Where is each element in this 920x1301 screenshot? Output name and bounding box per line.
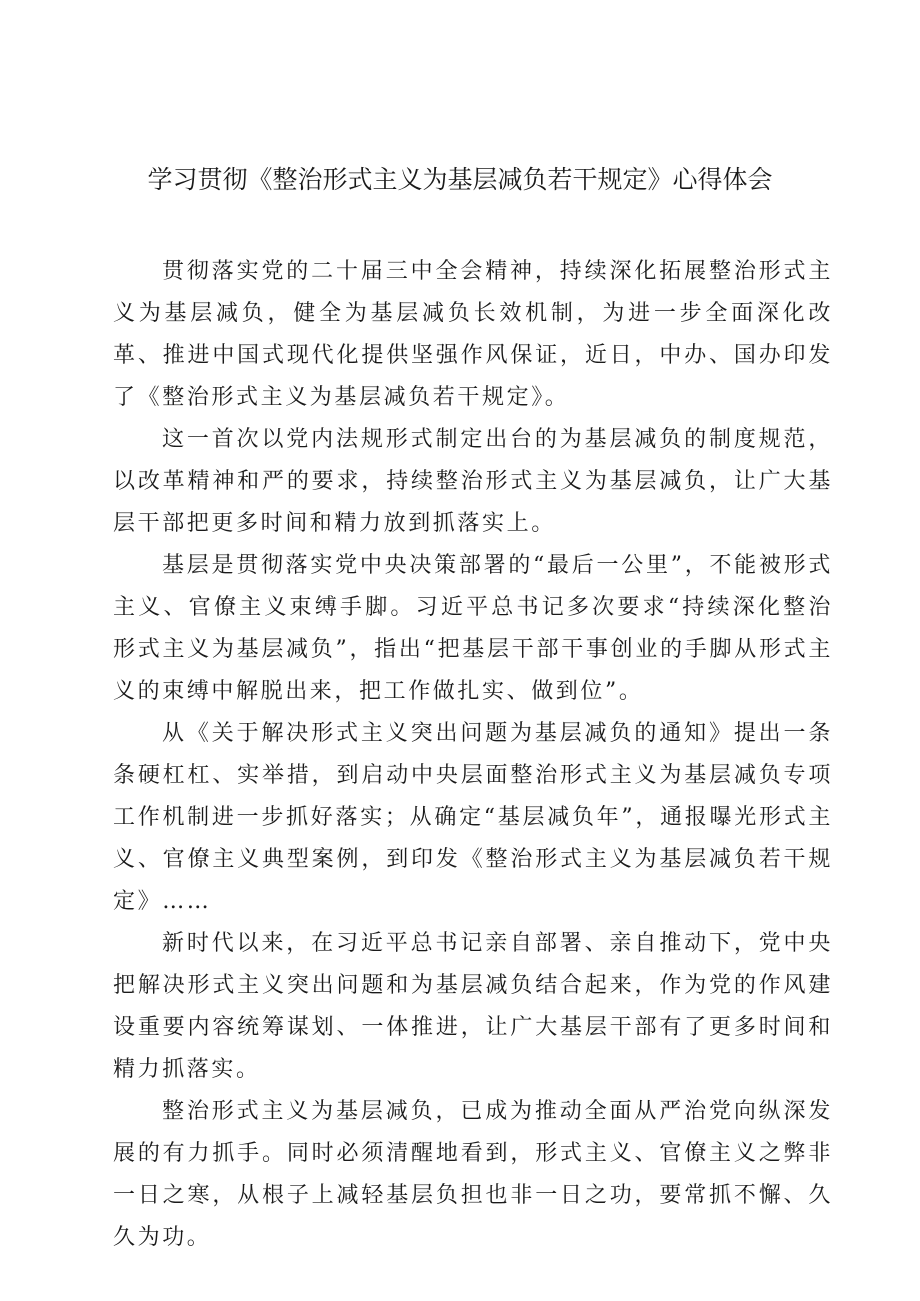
paragraph: 基层是贯彻落实党中央决策部署的“最后一公里”，不能被形式主义、官僚主义束缚手脚。习近平总书记多次要求“持续深化整治形式主义为基层减负”，指出“把基层干部干事创业的手脚从形式主义的束缚中解脱出来，把工作做扎实、做到位”。 <box>113 553 833 704</box>
paragraph: 贯彻落实党的二十届三中全会精神，持续深化拓展整治形式主义为基层减负，健全为基层减负长效机制，为进一步全面深化改革、推进中国式现代化提供坚强作风保证，近日，中办、国办印发了《整治形式主义为基层减负若干规定》。 <box>113 259 833 410</box>
document-title: 学习贯彻《整治形式主义为基层减负若干规定》心得体会 <box>147 165 773 194</box>
paragraph: 从《关于解决形式主义突出问题为基层减负的通知》提出一条条硬杠杠、实举措，到启动中央层面整治形式主义为基层减负专项工作机制进一步抓好落实；从确定“基层减负年”，通报曝光形式主义、官僚主义典型案例，到印发《整治形式主义为基层减负若干规定》…… <box>113 721 833 914</box>
document-body <box>113 251 833 1259</box>
paragraph: 这一首次以党内法规形式制定出台的为基层减负的制度规范，以改革精神和严的要求，持续整治形式主义为基层减负，让广大基层干部把更多时间和精力放到抓落实上。 <box>113 427 833 536</box>
paragraph: 新时代以来，在习近平总书记亲自部署、亲自推动下，党中央把解决形式主义突出问题和为基层减负结合起来，作为党的作风建设重要内容统筹谋划、一体推进，让广大基层干部有了更多时间和精力抓落实。 <box>113 931 833 1082</box>
paragraph: 整治形式主义为基层减负，已成为推动全面从严治党向纵深发展的有力抓手。同时必须清醒地看到，形式主义、官僚主义之弊非一日之寒，从根子上减轻基层负担也非一日之功，要常抓不懈、久久为功。 <box>113 1099 833 1250</box>
